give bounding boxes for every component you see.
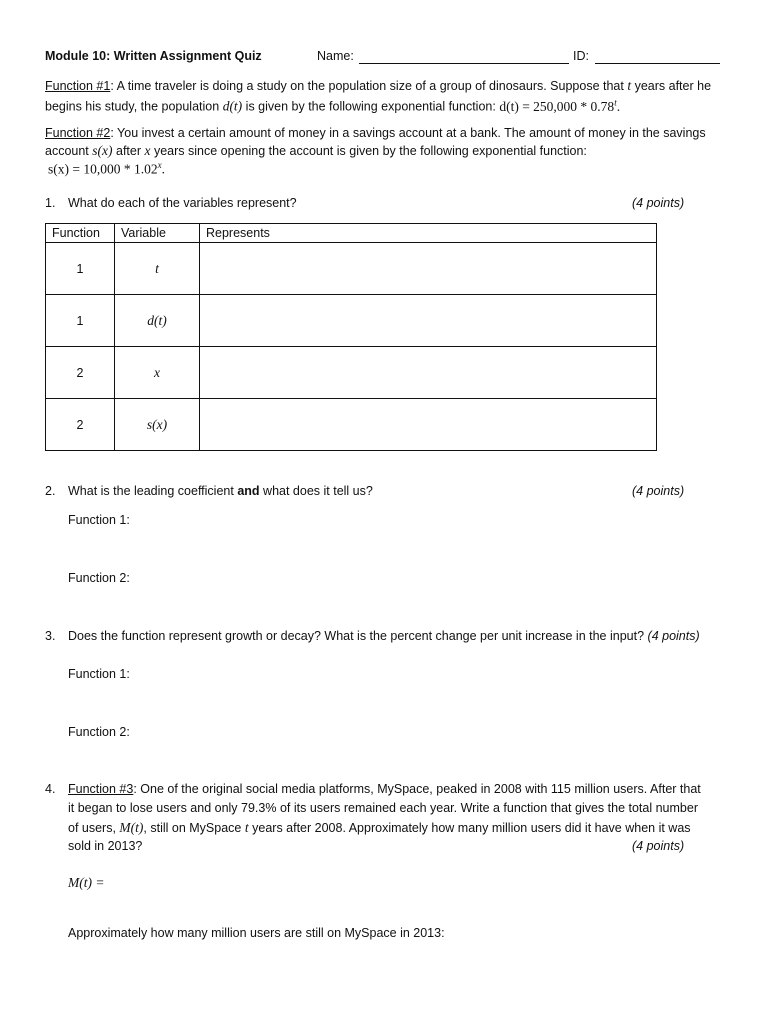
q3-number: 3. xyxy=(45,629,56,643)
q1-points: (4 points) xyxy=(632,196,685,210)
q3-function1-label: Function 1: xyxy=(68,667,130,681)
name-label: Name: xyxy=(317,49,354,63)
table-cell-variable: t xyxy=(115,243,200,295)
variables-table xyxy=(45,223,657,451)
table-cell-function: 1 xyxy=(46,243,115,295)
name-blank-line[interactable] xyxy=(359,63,569,64)
function2-text-d: years since opening the account is given by the following exponential function: xyxy=(153,144,587,158)
table-row xyxy=(46,399,657,451)
table-row xyxy=(46,347,657,399)
function2-paragraph-line2 xyxy=(45,143,587,159)
q2-function1-label: Function 1: xyxy=(68,513,130,527)
table-row xyxy=(46,295,657,347)
function1-paragraph-line1 xyxy=(45,78,711,94)
function2-formula: s(x) = 10,000 * 1.02$^x$. xyxy=(48,160,165,177)
q3-text: Does the function represent growth or decay? What is the percent change per unit increase in the input? (4 points) xyxy=(68,629,700,643)
table-cell-represents-answer[interactable] xyxy=(200,347,657,399)
function2-text-b: account xyxy=(45,144,89,158)
function1-text-c: begins his study, the population xyxy=(45,99,220,114)
function1-text-a: : A time traveler is doing a study on the population size of a group of dinosaurs. Suppose that xyxy=(110,79,624,93)
q4-final-question: Approximately how many million users are still on MySpace in 2013: xyxy=(68,926,445,940)
function3-label: Function #3 xyxy=(68,782,134,796)
table-header-row xyxy=(46,224,657,243)
table-cell-variable: d(t) xyxy=(115,295,200,347)
table-cell-variable: x xyxy=(115,347,200,399)
function1-paragraph-line2 xyxy=(45,97,620,115)
function2-text-c: after xyxy=(116,144,142,158)
q4-number: 4. xyxy=(45,782,56,796)
q4-line4: sold in 2013? xyxy=(68,839,143,853)
table-cell-represents-answer[interactable] xyxy=(200,295,657,347)
table-header-variable: Variable xyxy=(115,224,200,243)
id-blank-line[interactable] xyxy=(595,63,720,64)
table-cell-represents-answer[interactable] xyxy=(200,243,657,295)
function2-var-x: x xyxy=(144,143,151,158)
function1-var-t: t xyxy=(627,78,632,93)
table-cell-function: 2 xyxy=(46,399,115,451)
table-cell-function: 2 xyxy=(46,347,115,399)
function1-label: Function #1 xyxy=(45,79,111,93)
table-cell-function: 1 xyxy=(46,295,115,347)
function2-paragraph-line1 xyxy=(45,126,706,140)
q4-line2: it began to lose users and only 79.3% of its users remained each year. Write a function that gives the total number xyxy=(68,801,698,815)
table-header-function: Function xyxy=(46,224,115,243)
q2-text: What is the leading coefficient and what does it tell us? xyxy=(68,484,373,498)
function2-var-s: s(x) xyxy=(92,143,113,158)
function1-var-d: d(t) xyxy=(222,98,243,114)
page-title: Module 10: Written Assignment Quiz xyxy=(45,49,262,63)
function1-text-d: is given by the following exponential function: xyxy=(245,99,496,114)
q3-function2-label: Function 2: xyxy=(68,725,130,739)
q4-answer-label: M(t) = xyxy=(68,875,105,890)
q2-function2-label: Function 2: xyxy=(68,571,130,585)
q4-points: (4 points) xyxy=(632,839,685,853)
table-row xyxy=(46,243,657,295)
q4-line3: of users, M(t), still on MySpace t years after 2008. Approximately how many million users did it have when it was xyxy=(68,820,691,835)
q2-points: (4 points) xyxy=(632,484,685,498)
table-cell-represents-answer[interactable] xyxy=(200,399,657,451)
table-header-represents: Represents xyxy=(200,224,657,243)
function2-label: Function #2 xyxy=(45,126,111,140)
table-cell-variable: s(x) xyxy=(115,399,200,451)
function1-text-b: years after he xyxy=(634,79,712,93)
function1-formula: d(t) = 250,000 * 0.78$^t$. xyxy=(499,97,621,114)
q4-line1: Function #3: One of the original social media platforms, MySpace, peaked in 2008 with 115 million users. After that xyxy=(68,782,701,796)
q3-points: (4 points) xyxy=(647,629,700,643)
q2-number: 2. xyxy=(45,484,56,498)
function2-text-a: : You invest a certain amount of money in a savings account at a bank. The amount of money in the savings xyxy=(110,126,706,140)
q1-number: 1. xyxy=(45,196,56,210)
q1-text: What do each of the variables represent? xyxy=(68,196,297,210)
id-label: ID: xyxy=(573,49,589,63)
